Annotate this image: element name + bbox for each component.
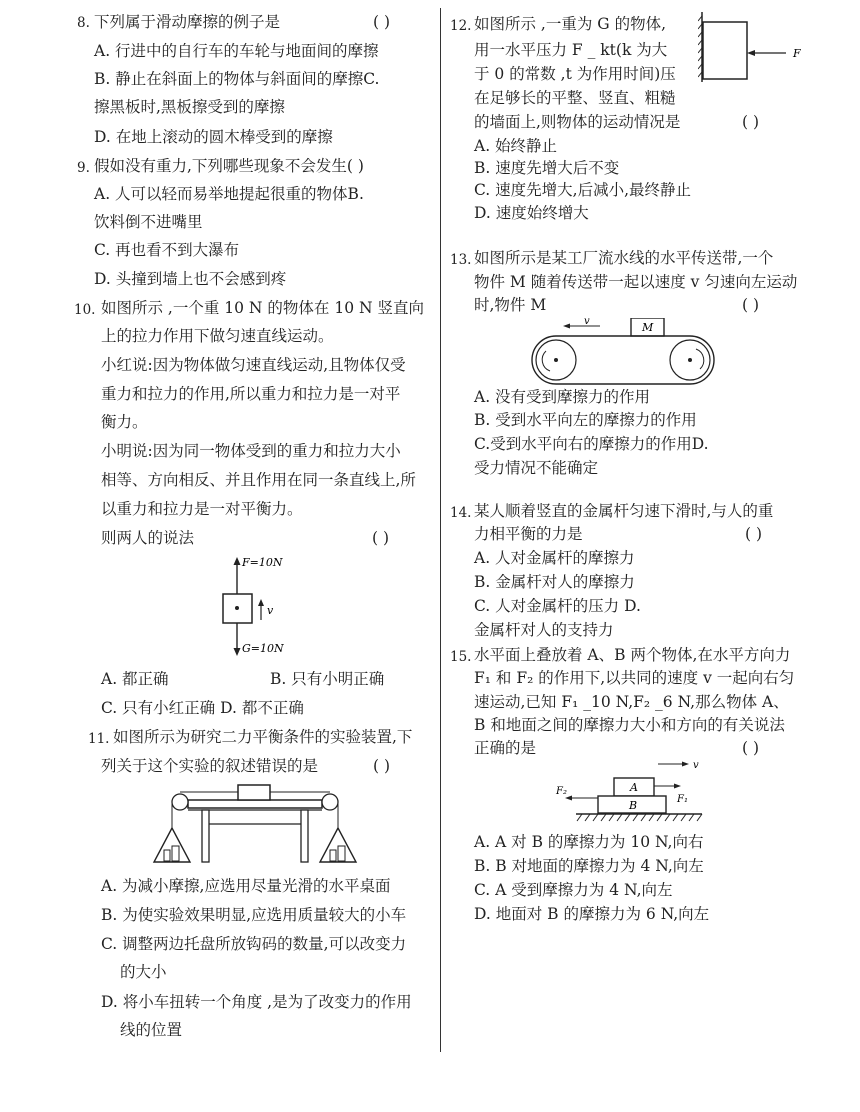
arrowhead-left-icon (747, 50, 755, 56)
question-line: 小红说:因为物体做匀速直线运动,且物体仅受 (101, 356, 406, 374)
answer-bracket: ( ) (742, 296, 760, 314)
question-line: F₁ 和 F₂ 的作用下,以共同的速度 v 一起向右匀 (474, 669, 795, 687)
arrowhead-up-icon (234, 557, 241, 565)
question-line: 于 0 的常数 ,t 为作用时间)压 (474, 65, 676, 83)
balance-experiment-figure (150, 780, 360, 870)
block-g (703, 22, 747, 79)
pulley-right (322, 794, 338, 810)
question-number: 13. (450, 252, 472, 268)
conveyor-belt-figure (530, 318, 716, 386)
question-line: 如图所示 ,一个重 10 N 的物体在 10 N 竖直向 (101, 299, 424, 317)
option-a: A. 行进中的自行车的车轮与地面间的摩擦 (94, 42, 379, 60)
option-c: C. 再也看不到大瀑布 (94, 241, 240, 259)
option-a-b: A. 人可以轻而易举地提起很重的物体B. (94, 185, 364, 203)
question-line: 则两人的说法 (101, 529, 195, 547)
label-f1: F₁ (677, 794, 688, 805)
question-line: 上的拉力作用下做匀速直线运动。 (101, 327, 334, 345)
option-c-d: C. 只有小红正确 D. 都不正确 (101, 699, 304, 717)
option-d: D. 头撞到墙上也不会感到疼 (94, 270, 287, 288)
option-a: A. A 对 B 的摩擦力为 10 N,向右 (474, 833, 704, 851)
question-line: 速运动,已知 F₁ _10 N,F₂ _6 N,那么物体 A、 (474, 693, 789, 711)
option-c-continued: 擦黑板时,黑板擦受到的摩擦 (94, 98, 285, 116)
label-f: F=10N (242, 556, 283, 569)
label-v: v (584, 318, 590, 327)
force-diagram-figure (214, 550, 294, 660)
roller-axis (554, 358, 558, 362)
answer-bracket: ( ) (373, 757, 391, 775)
question-line: 力相平衡的力是 (474, 525, 583, 543)
arrowhead-right-icon (674, 784, 681, 789)
question-number: 12. (450, 18, 472, 34)
question-number: 14. (450, 505, 472, 521)
option-a: A. 为减小摩擦,应选用尽量光滑的水平桌面 (101, 877, 391, 895)
label-v: v (693, 760, 699, 771)
option-d: D. 地面对 B 的摩擦力为 6 N,向左 (474, 905, 710, 923)
option-d-continued: 金属杆对人的支持力 (474, 621, 614, 639)
question-line: 列关于这个实验的叙述错误的是 (101, 757, 319, 775)
option-a: A. 没有受到摩擦力的作用 (474, 388, 651, 406)
arrowhead-left-icon (563, 324, 570, 329)
question-line: 衡力。 (101, 413, 148, 431)
table-leg (301, 810, 308, 862)
option-b: B. 金属杆对人的摩擦力 (474, 573, 635, 591)
option-b-c: B. 静止在斜面上的物体与斜面间的摩擦C. (94, 70, 380, 88)
question-stem: 下列属于滑动摩擦的例子是 (94, 13, 281, 31)
question-line: 如图所示为研究二力平衡条件的实验装置,下 (113, 728, 413, 746)
option-c: C. 速度先增大,后减小,最终静止 (474, 181, 692, 199)
label-g: G=10N (242, 642, 284, 655)
option-d: D. 速度始终增大 (474, 204, 589, 222)
roller-axis (688, 358, 692, 362)
question-line: 重力和拉力的作用,所以重力和拉力是一对平 (101, 385, 401, 403)
table-leg (202, 810, 209, 862)
table-top (188, 800, 322, 808)
question-line: 小明说:因为同一物体受到的重力和拉力大小 (101, 442, 401, 460)
option-d: D. 在地上滚动的圆木棒受到的摩擦 (94, 128, 333, 146)
label-v: v (267, 604, 274, 617)
answer-bracket: ( ) (372, 529, 390, 547)
question-line: 以重力和拉力是一对平衡力。 (101, 500, 303, 518)
option-c-continued: 的大小 (120, 963, 167, 981)
option-a: A. 人对金属杆的摩擦力 (474, 549, 635, 567)
answer-bracket: ( ) (373, 13, 391, 31)
question-number: 15. (450, 649, 472, 665)
option-d: D. 将小车扭转一个角度 ,是为了改变力的作用 (101, 993, 412, 1011)
ground-hatching (577, 814, 702, 821)
option-b: B. 为使实验效果明显,应选用质量较大的小车 (101, 906, 407, 924)
question-number: 10. (74, 302, 96, 318)
question-line: 时,物件 M (474, 296, 547, 314)
question-number: 9. (77, 160, 90, 176)
label-m: M (642, 321, 654, 334)
question-line: 水平面上叠放着 A、B 两个物体,在水平方向力 (474, 646, 791, 664)
label-f: F (793, 47, 801, 60)
option-c-d: C.受到水平向右的摩擦力的作用D. (474, 435, 709, 453)
arrowhead-right-icon (682, 762, 689, 767)
arrowhead-up-icon (258, 599, 264, 606)
option-d-continued: 受力情况不能确定 (474, 459, 599, 477)
pulley-left (172, 794, 188, 810)
label-b: B (629, 799, 638, 812)
option-a: A. 都正确 (101, 670, 169, 688)
question-line: 某人顺着竖直的金属杆匀速下滑时,与人的重 (474, 502, 774, 520)
stacked-blocks-figure (552, 754, 716, 826)
question-stem: 假如没有重力,下列哪些现象不会发生( ) (94, 157, 364, 175)
option-b: B. 只有小明正确 (270, 670, 385, 688)
label-a: A (630, 781, 638, 794)
option-c-d: C. 人对金属杆的压力 D. (474, 597, 641, 615)
label-f2: F₂ (556, 786, 567, 797)
question-number: 11. (88, 731, 110, 747)
question-line: 相等、方向相反、并且作用在同一条直线上,所 (101, 471, 416, 489)
arrowhead-down-icon (234, 648, 241, 656)
question-number: 8. (77, 15, 90, 31)
cart (238, 785, 270, 800)
question-line: 如图所示是某工厂流水线的水平传送带,一个 (474, 249, 774, 267)
option-a: A. 始终静止 (474, 137, 558, 155)
question-line: 用一水平压力 F _ kt(k 为大 (474, 41, 668, 59)
answer-bracket: ( ) (745, 525, 763, 543)
option-b: B. 受到水平向左的摩擦力的作用 (474, 411, 697, 429)
question-line: 物件 M 随着传送带一起以速度 v 匀速向左运动 (474, 273, 798, 291)
center-dot (235, 606, 239, 610)
column-divider (440, 8, 441, 1052)
question-line: 如图所示 ,一重为 G 的物体, (474, 15, 667, 33)
option-b-continued: 饮料倒不进嘴里 (94, 213, 203, 231)
option-b: B. 速度先增大后不变 (474, 159, 620, 177)
option-c: C. A 受到摩擦力为 4 N,向左 (474, 881, 673, 899)
answer-bracket: ( ) (742, 113, 760, 131)
question-line: 的墙面上,则物体的运动情况是 (474, 113, 681, 131)
question-line: B 和地面之间的摩擦力大小和方向的有关说法 (474, 716, 785, 734)
answer-bracket: ( ) (742, 739, 760, 757)
wall-block-figure (698, 10, 818, 84)
option-d-continued: 线的位置 (120, 1021, 183, 1039)
option-b: B. B 对地面的摩擦力为 4 N,向左 (474, 857, 704, 875)
question-line: 正确的是 (474, 739, 537, 757)
option-c: C. 调整两边托盘所放钩码的数量,可以改变力 (101, 935, 407, 953)
question-line: 在足够长的平整、竖直、粗糙 (474, 89, 676, 107)
